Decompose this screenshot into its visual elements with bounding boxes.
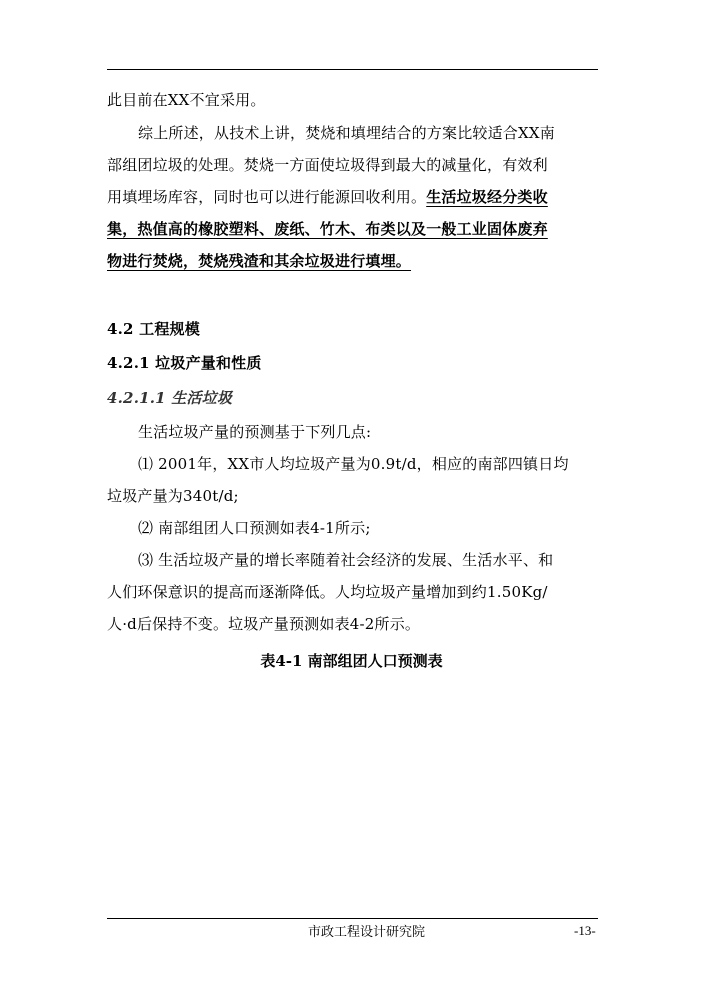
section-heading: 4.2 工程规模	[107, 320, 200, 338]
body-line: 部组团垃圾的处理。焚烧一方面使垃圾得到最大的减量化，有效利	[107, 156, 548, 174]
list-item: ⑴ 2001年，XX市人均垃圾产量为0.9t/d，相应的南部四镇日均	[138, 455, 569, 473]
body-line: 此目前在XX不宜采用。	[107, 91, 266, 109]
table-caption: 表4-1 南部组团人口预测表	[260, 652, 443, 670]
body-text: 用填埋场库容，同时也可以进行能源回收利用。	[107, 188, 427, 206]
list-item-continuation: 垃圾产量为340t/d;	[107, 487, 239, 505]
body-line	[107, 187, 548, 207]
footer-rule	[107, 918, 598, 919]
emphasis-text: 生活垃圾经分类收	[426, 188, 548, 206]
list-item-continuation: 人·d后保持不变。垃圾产量预测如表4-2所示。	[107, 615, 421, 633]
body-line: 生活垃圾产量的预测基于下列几点:	[138, 423, 372, 441]
emphasis-line: 集，热值高的橡胶塑料、废纸、竹木、布类以及一般工业固体废弃	[107, 220, 548, 238]
list-item: ⑵ 南部组团人口预测如表4-1所示;	[138, 519, 371, 537]
list-item-continuation: 人们环保意识的提高而逐渐降低。人均垃圾产量增加到约1.50Kg/	[107, 583, 548, 601]
emphasis-line: 物进行焚烧，焚烧残渣和其余垃圾进行填埋。	[107, 252, 412, 270]
header-rule	[107, 69, 598, 70]
list-item: ⑶ 生活垃圾产量的增长率随着社会经济的发展、生活水平、和	[138, 551, 554, 569]
subsubsection-heading: 4.2.1.1 生活垃圾	[107, 389, 233, 407]
body-line: 综上所述，从技术上讲，焚烧和填埋结合的方案比较适合XX南	[138, 124, 555, 142]
subsection-heading: 4.2.1 垃圾产量和性质	[107, 354, 262, 372]
footer-institute: 市政工程设计研究院	[308, 925, 426, 940]
page-number: -13-	[574, 923, 596, 938]
